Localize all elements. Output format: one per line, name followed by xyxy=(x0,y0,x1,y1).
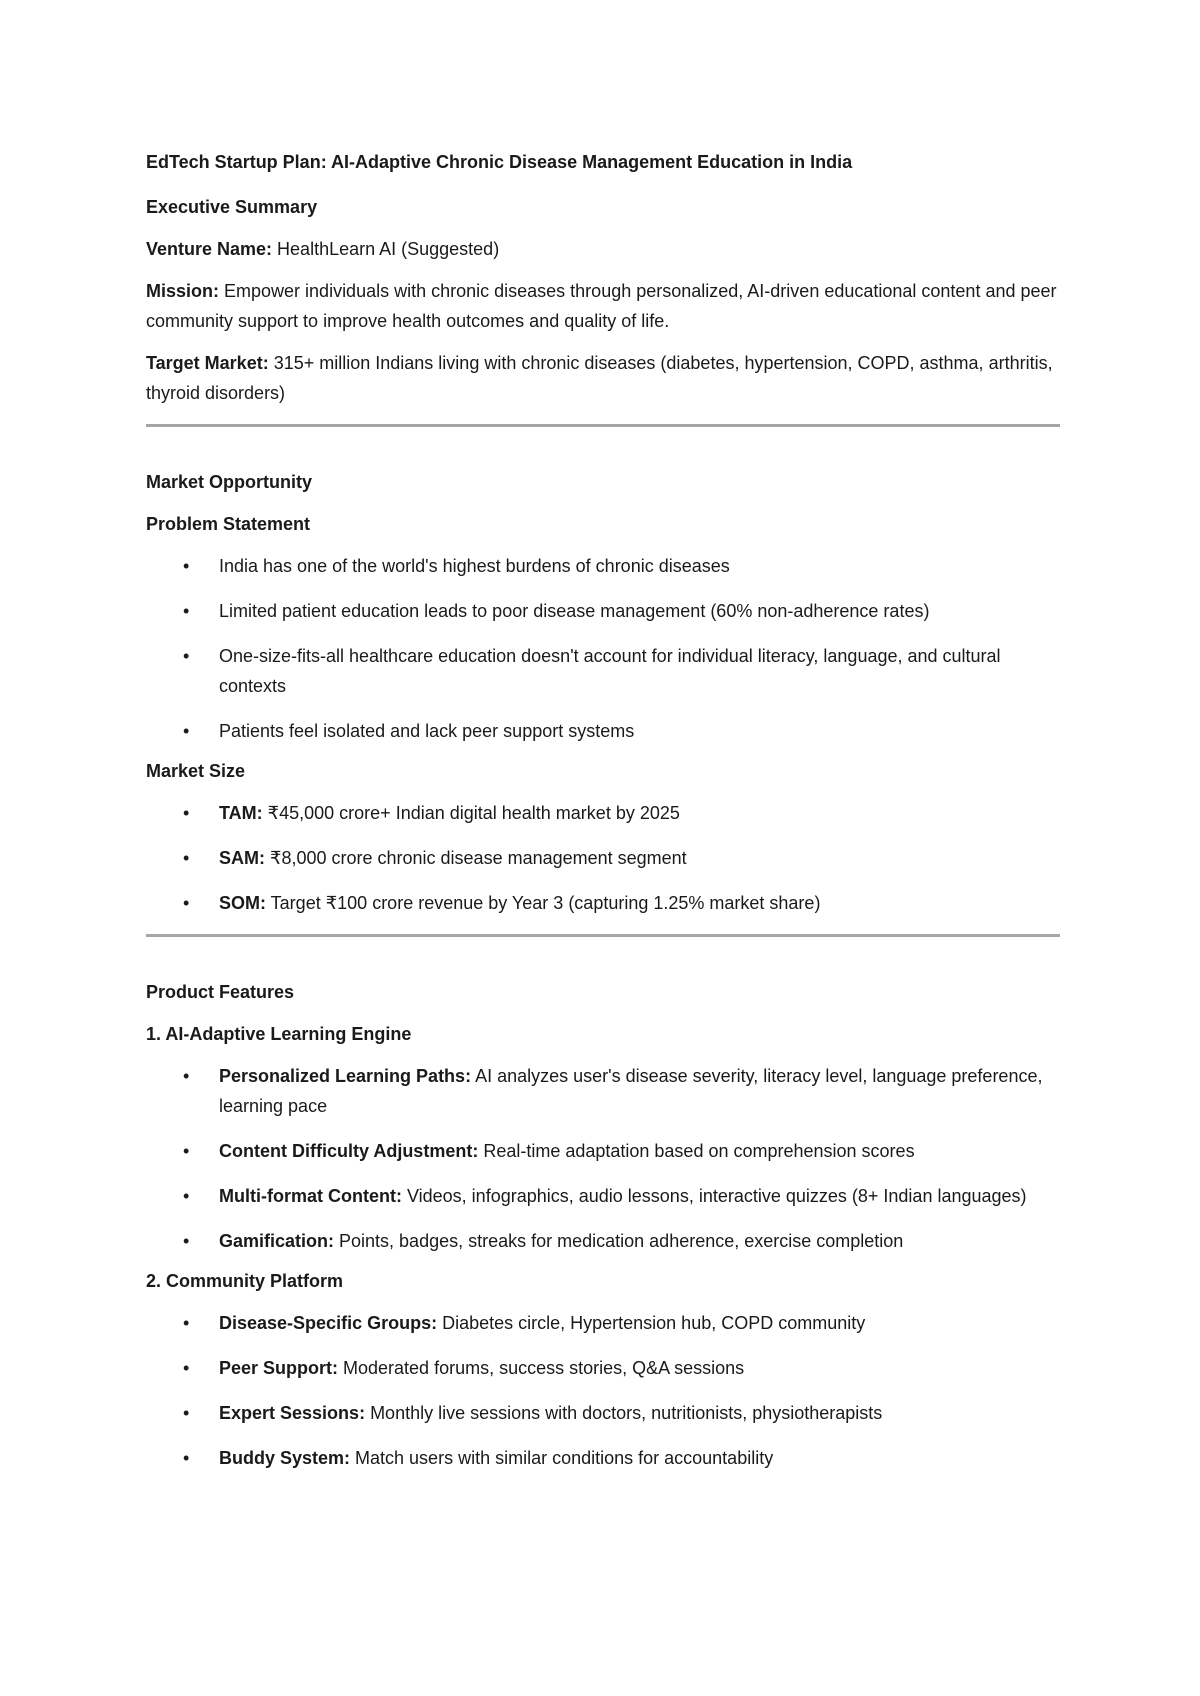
venture-name-line xyxy=(146,234,1060,264)
list-item xyxy=(146,1443,1060,1473)
tam-label: TAM: xyxy=(219,803,263,823)
list-item xyxy=(146,798,1060,828)
bullet-icon: • xyxy=(183,803,190,823)
feature-value: Moderated forums, success stories, Q&A sessions xyxy=(338,1358,745,1378)
venture-name-value: HealthLearn AI (Suggested) xyxy=(272,239,500,259)
list-item xyxy=(146,1181,1060,1211)
list-item xyxy=(146,888,1060,918)
problem-text: Patients feel isolated and lack peer support systems xyxy=(219,721,635,741)
feature-label: Disease-Specific Groups: xyxy=(219,1313,438,1333)
list-item xyxy=(146,641,1060,701)
community-list xyxy=(146,1308,1060,1473)
document-title: EdTech Startup Plan: AI-Adaptive Chronic Disease Management Education in India xyxy=(146,152,853,172)
bullet-icon: • xyxy=(183,1403,190,1423)
feature-label: Gamification: xyxy=(219,1231,335,1251)
list-item xyxy=(146,1136,1060,1166)
feature-value: Real-time adaptation based on comprehension scores xyxy=(478,1141,915,1161)
feature-label: Peer Support: xyxy=(219,1358,339,1378)
sam-label: SAM: xyxy=(219,848,265,868)
bullet-icon: • xyxy=(183,1186,190,1206)
bullet-icon: • xyxy=(183,1313,190,1333)
feature-label: Expert Sessions: xyxy=(219,1403,366,1423)
feature-value: Match users with similar conditions for accountability xyxy=(350,1448,774,1468)
venture-name-label: Venture Name: xyxy=(146,239,273,259)
bullet-icon: • xyxy=(183,893,190,913)
bullet-icon: • xyxy=(183,601,190,621)
list-item xyxy=(146,843,1060,873)
problem-list xyxy=(146,551,1060,746)
list-item xyxy=(146,596,1060,626)
community-platform-heading: 2. Community Platform xyxy=(146,1271,344,1291)
list-item xyxy=(146,1061,1060,1121)
feature-value: AI analyzes user's disease severity, literacy level, language preference, learning pace xyxy=(219,1066,1043,1116)
market-size-list xyxy=(146,798,1060,918)
list-item xyxy=(146,716,1060,746)
target-market-value: 315+ million Indians living with chronic diseases (diabetes, hypertension, COPD, asthma, arthritis, thyroid disorders) xyxy=(146,353,1053,403)
sam-value: ₹8,000 crore chronic disease management segment xyxy=(265,848,687,868)
document-body xyxy=(146,147,1060,1488)
feature-value: Points, badges, streaks for medication adherence, exercise completion xyxy=(334,1231,904,1251)
problem-text: Limited patient education leads to poor disease management (60% non-adherence rates) xyxy=(219,601,930,621)
bullet-icon: • xyxy=(183,721,190,741)
feature-label: Multi-format Content: xyxy=(219,1186,402,1206)
list-item xyxy=(146,1398,1060,1428)
bullet-icon: • xyxy=(183,1141,190,1161)
bullet-icon: • xyxy=(183,848,190,868)
mission-line xyxy=(146,276,1060,336)
feature-value: Monthly live sessions with doctors, nutritionists, physiotherapists xyxy=(365,1403,883,1423)
market-opportunity-heading: Market Opportunity xyxy=(146,472,313,492)
list-item xyxy=(146,551,1060,581)
target-market-label: Target Market: xyxy=(146,353,269,373)
list-item xyxy=(146,1226,1060,1256)
bullet-icon: • xyxy=(183,1448,190,1468)
som-value: Target ₹100 crore revenue by Year 3 (capturing 1.25% market share) xyxy=(266,893,821,913)
problem-text: India has one of the world's highest burdens of chronic diseases xyxy=(219,556,730,576)
bullet-icon: • xyxy=(183,556,190,576)
feature-label: Buddy System: xyxy=(219,1448,351,1468)
product-features-heading: Product Features xyxy=(146,982,295,1002)
bullet-icon: • xyxy=(183,646,190,666)
mission-label: Mission: xyxy=(146,281,220,301)
section-divider xyxy=(146,424,1060,427)
learning-engine-list xyxy=(146,1061,1060,1256)
tam-value: ₹45,000 crore+ Indian digital health market by 2025 xyxy=(262,803,680,823)
bullet-icon: • xyxy=(183,1231,190,1251)
market-size-heading: Market Size xyxy=(146,761,246,781)
som-label: SOM: xyxy=(219,893,266,913)
learning-engine-heading: 1. AI-Adaptive Learning Engine xyxy=(146,1024,412,1044)
list-item xyxy=(146,1353,1060,1383)
feature-value: Videos, infographics, audio lessons, interactive quizzes (8+ Indian languages) xyxy=(401,1186,1027,1206)
bullet-icon: • xyxy=(183,1358,190,1378)
bullet-icon: • xyxy=(183,1066,190,1086)
section-divider xyxy=(146,934,1060,937)
target-market-line xyxy=(146,348,1060,408)
feature-value: Diabetes circle, Hypertension hub, COPD community xyxy=(437,1313,866,1333)
mission-value: Empower individuals with chronic diseases through personalized, AI-driven educational content and peer community support to improve health outcomes and quality of life. xyxy=(146,281,1057,331)
feature-label: Personalized Learning Paths: xyxy=(219,1066,472,1086)
list-item xyxy=(146,1308,1060,1338)
problem-statement-heading: Problem Statement xyxy=(146,514,311,534)
executive-summary-heading: Executive Summary xyxy=(146,197,318,217)
problem-text: One-size-fits-all healthcare education doesn't account for individual literacy, language, and cultural contexts xyxy=(219,646,1001,696)
feature-label: Content Difficulty Adjustment: xyxy=(219,1141,479,1161)
